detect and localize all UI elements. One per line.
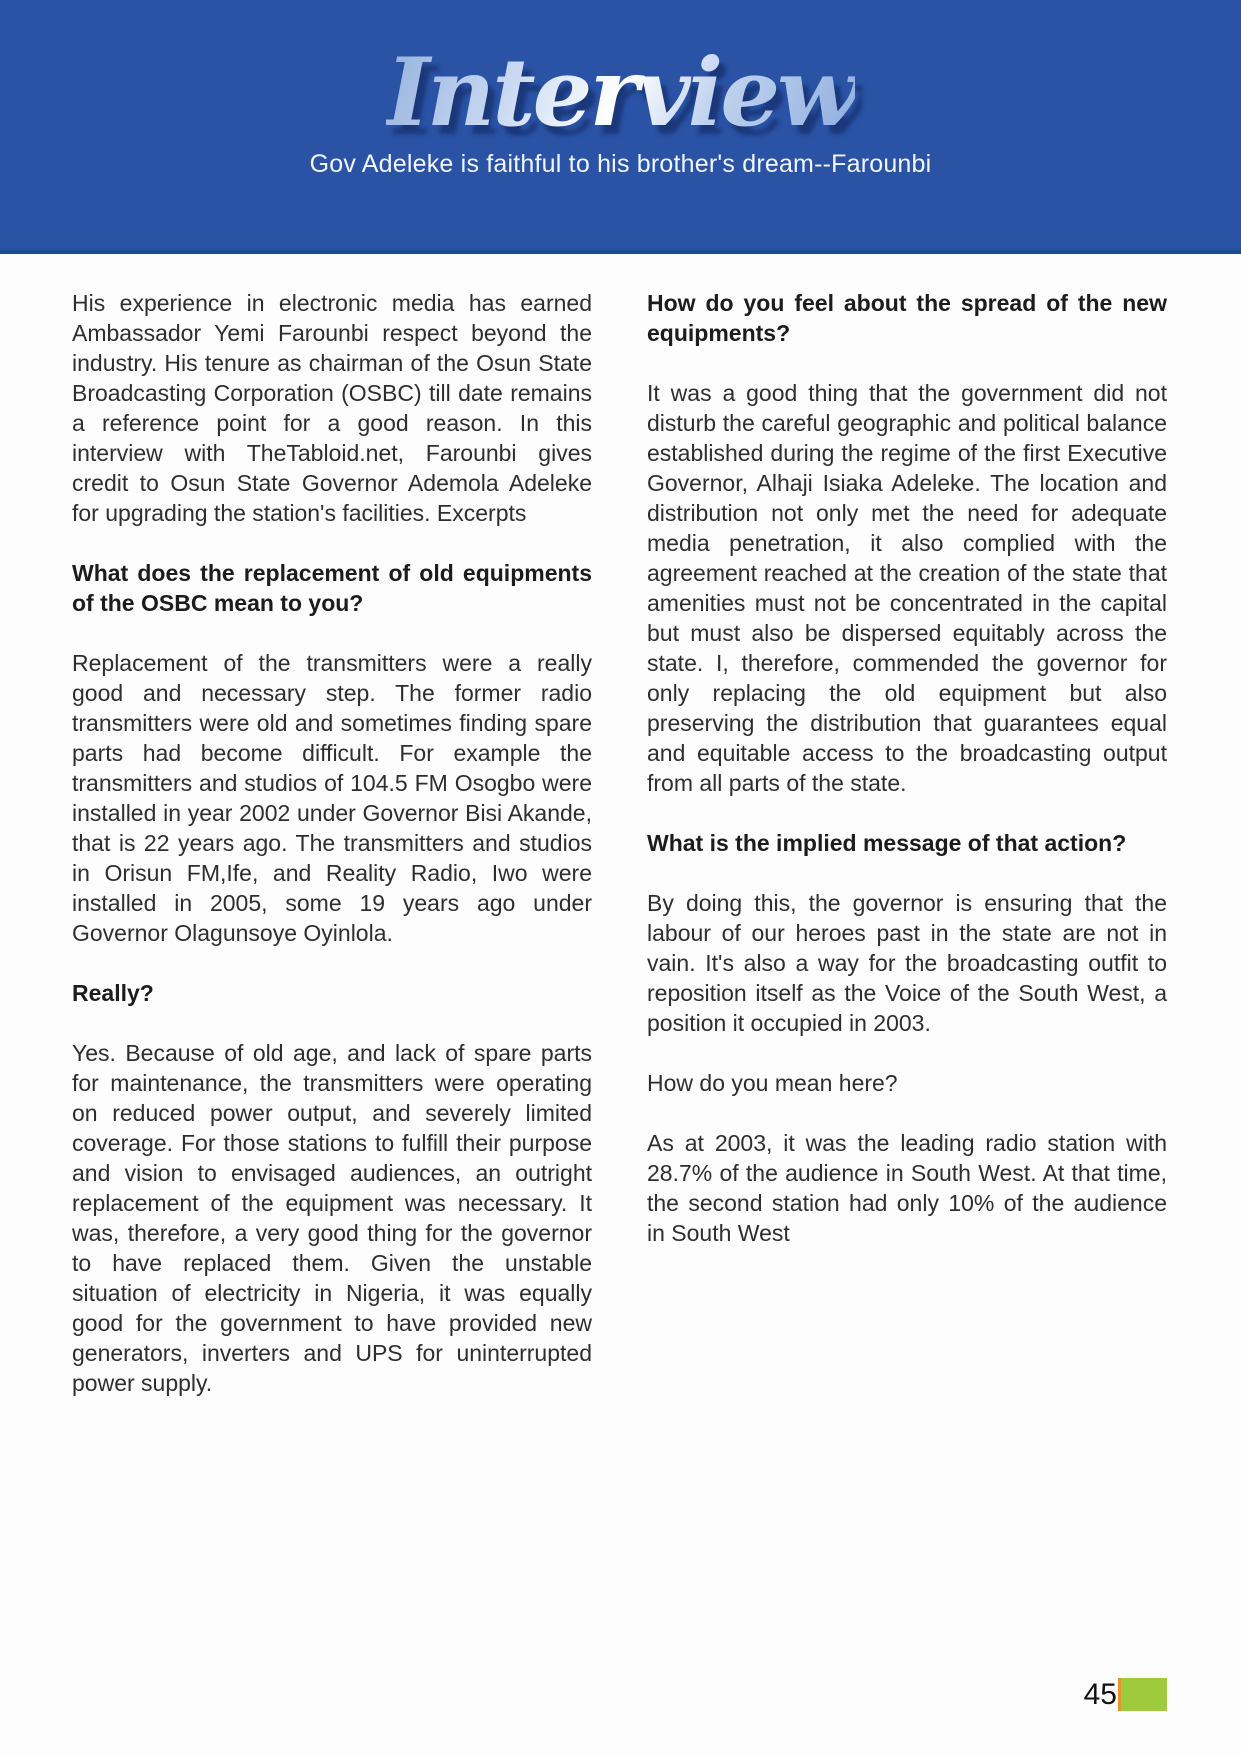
intro-paragraph: His experience in electronic media has earned Ambassador Yemi Farounbi respect beyond the industry. His tenure as chairman of the Osun State Broadcasting Corporation (OSBC) till date remains a reference point for a good reason. In this interview with TheTabloid.net, Farounbi gives credit to Osun State Governor Ademola Adeleke for upgrading the station's facilities. Excerpts	[72, 290, 592, 526]
question-heading: What does the replacement of old equipments of the OSBC mean to you?	[72, 560, 592, 616]
answer-paragraph: Yes. Because of old age, and lack of spare parts for maintenance, the transmitters were operating on reduced power output, and severely limited coverage. For those stations to fulfill their purpose and vision to envisaged audiences, an outright replacement of the equipment was necessary. It was, therefore, a very good thing for the governor to have replaced them. Given the unstable situation of electricity in Nigeria, it was equally good for the government to have provided new generators, inverters and UPS for uninterrupted power supply.	[72, 1040, 592, 1396]
article-headline: Gov Adeleke is faithful to his brother's dream--Farounbi	[309, 150, 932, 178]
follow-up-question: How do you mean here?	[647, 1070, 898, 1096]
header-banner	[0, 0, 1241, 254]
interview-script-logo: Interview	[385, 38, 856, 148]
article-body	[0, 254, 1241, 1428]
question-heading: How do you feel about the spread of the new equipments?	[647, 290, 1167, 346]
corner-accent	[1118, 1678, 1167, 1711]
page-number: 45	[1083, 1678, 1117, 1711]
page-footer	[1084, 1678, 1167, 1711]
question-heading: What is the implied message of that action?	[647, 830, 1127, 856]
answer-paragraph: By doing this, the governor is ensuring that the labour of our heroes past in the state are not in vain. It's also a way for the broadcasting outfit to reposition itself as the Voice of the South West, a position it occupied in 2003.	[647, 890, 1167, 1036]
right-column	[647, 288, 1167, 1428]
question-heading: Really?	[72, 980, 154, 1006]
left-column	[72, 288, 592, 1428]
answer-paragraph: It was a good thing that the government did not disturb the careful geographic and political balance established during the regime of the first Executive Governor, Alhaji Isiaka Adeleke. The location and distribution not only met the need for adequate media penetration, it also complied with the agreement reached at the creation of the state that amenities must not be concentrated in the capital but must also be dispersed equitably across the state. I, therefore, commended the governor for only replacing the old equipment but also preserving the distribution that guarantees equal and equitable access to the broadcasting output from all parts of the state.	[647, 380, 1167, 796]
answer-paragraph: Replacement of the transmitters were a really good and necessary step. The former radio transmitters were old and sometimes finding spare parts had become difficult. For example the transmitters and studios of 104.5 FM Osogbo were installed in year 2002 under Governor Bisi Akande, that is 22 years ago. The transmitters and studios in Orisun FM,Ife, and Reality Radio, Iwo were installed in 2005, some 19 years ago under Governor Olagunsoye Oyinlola.	[72, 650, 592, 946]
answer-paragraph: As at 2003, it was the leading radio station with 28.7% of the audience in South West. At that time, the second station had only 10% of the audience in South West	[647, 1130, 1167, 1246]
